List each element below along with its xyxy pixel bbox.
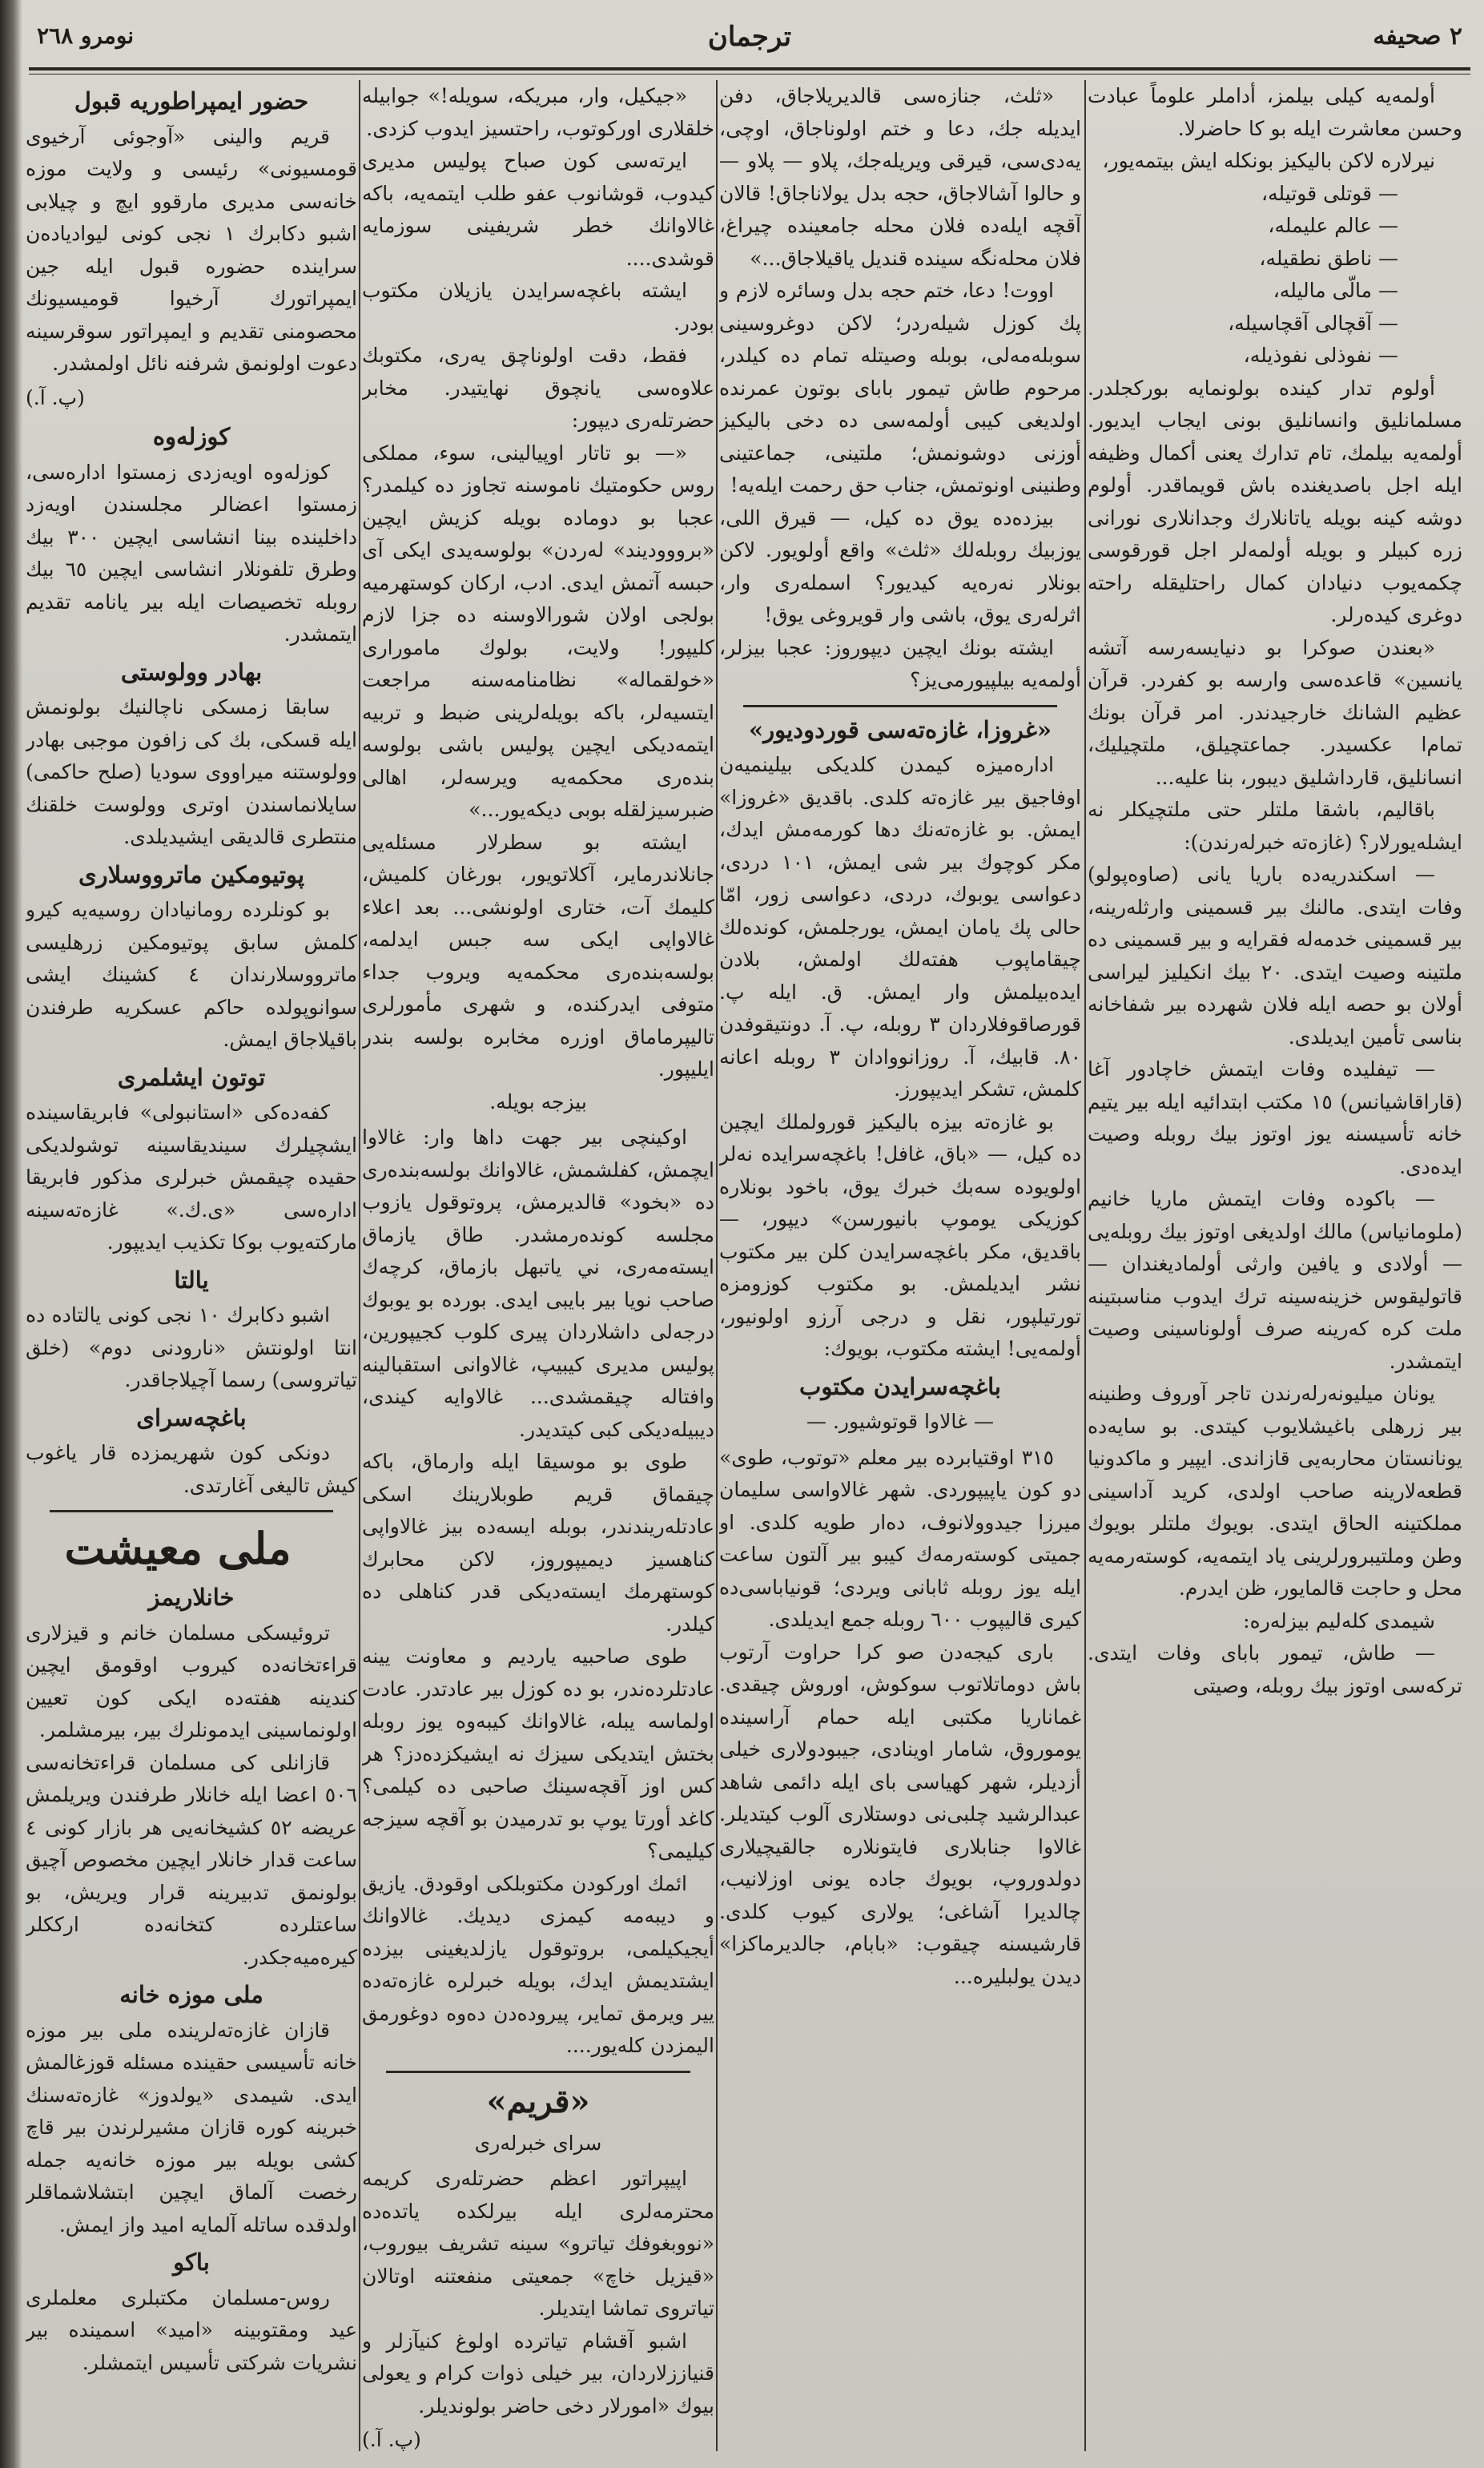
article-heading: يالتا	[174, 1266, 209, 1294]
list-item: — نفوذلی نفوذيله،	[1243, 344, 1398, 367]
column-separator	[1084, 80, 1086, 2451]
paragraph: «بعندن صوكرا بو دنيا‌يسه‌رسه آتشه يانسين» قاعده‌سی وارسه بو كفردر. قرآن عظيم الشانك خارجيدندر. امر قرآن بونك تمام‌ا عكسيدر. جماعتچيلق، ملتچيليك، انسانليق، قارداشليق ديبور، بنا عليه...	[1088, 635, 1462, 789]
section-divider	[386, 2071, 690, 2073]
column-4	[26, 80, 357, 2451]
column-2	[719, 80, 1081, 2451]
paragraph: طوی بو موسيقا ايله وارماق، باكه چيقماق قريم طوبلارينك اسكی عادتله‌ريندندر، بوبله ايسه‌ده بيز غالاواپی كناهسيز ديميپوروز، لاكن محابرك كوستهرمك ايسته‌ديكی قدر كناهلی ده كيلدر.	[362, 1450, 714, 1636]
article-heading: باغچه‌سرای	[136, 1403, 247, 1431]
paragraph: كوزله‌وه اويه‌زدی زمستوا اداره‌سی، زمستوا اعضالر مجلسندن اويه‌زد داخلينده بينا انشاسی ايچين ٣٠٠ بيك وطرق تلفونلار انشاسی ايچين ٦٥ بيك روبله تخصيصات ايله بير يانامه تقديم ايتمشدر.	[26, 460, 357, 646]
article-heading: حضور ايمپراطوريه قبول	[74, 87, 309, 115]
article-heading: خانلاريمز	[148, 1584, 235, 1611]
newspaper-title: ترجمان	[707, 21, 792, 53]
paragraph: ايشته بو سطرلار مسئله‌يی جانلاندرماير، آكلاتويور، بورغان كلميش، كليمك آت، ختاری اولونشی... بعد اعلاء غالاواپی ايكی سه جبس ايدلمه، بولسه‌بنده‌ری محكمه‌يه ويروب جداء متوفی ايدركنده، و شهری مأمورلری تاليپرماماق اوزره مخابره بولسه بندر ايليپور.	[362, 830, 714, 1081]
page-edge-shadow	[0, 0, 22, 2468]
paragraph: ايشته بونك ايچين ديپوروز: عجبا بيزلر، أولمه‌يه بيلپيورمی‌يز؟	[719, 635, 1081, 691]
article-heading: توتون ايشلمری	[117, 1063, 266, 1091]
paragraph: بو غازه‌ته بيزه باليكيز قورولملك ايچين ده كيل، — «باق، غافل! باغچه‌سرايده نه‌لر اولويوده سه‌بك خبرك يوق، باخود بونلاره كوزيكی يوموپ بانيورسن» ديپور، — باقديق، مكر باغچه‌سرايدن كلن بير مكتوب نشر ايديلمش. بو مكتوب كوزومزه تورتيلپور، نقل و درجی آرزو اولونيور، أولمه‌يی! ايشته مكتوب، بويوك:	[719, 1109, 1081, 1360]
paragraph: اشبو آقشام تياترده اولوغ كنيآزلر و قنياززلاردان، بير خيلی ذوات كرام و يعولی بيوك «امورلار دخی حاضر بولونديلر.	[362, 2329, 714, 2418]
section-heading-national-life: ملی معيشت	[64, 1523, 292, 1574]
paragraph: باقاليم، باشقا ملتلر حتی ملتچيكلر نه ايشله‌يورلار؟ (غازه‌ته خبرله‌رندن):	[1088, 798, 1462, 854]
column-3	[362, 80, 714, 2451]
header-rule	[29, 67, 1470, 70]
section-divider	[50, 1510, 333, 1512]
paragraph: قريم والينی «آوجوئی آرخيوی قومسيونی» رئيسی و ولايت موزه خانه‌سی مديری مارقوو ايچ و چيلابی اشبو دكابرك ١ نجی كونی ليوادياده‌ن سراينده حضوره قبول ايله جين ايمپراتورك آرخيوا قوميسيونك محصومنی تقديم و ايمپراتور سوقرسينه دعوت اولونمق شرفنه نائل اولمشدر.	[26, 124, 357, 375]
paragraph: — طاش، تيمور بابای وفات ايتدی. تركه‌سی اوتوز بيك روبله، وصيتی	[1088, 1641, 1462, 1697]
paragraph: كفه‌ده‌كی «استانبولی» فابريقاسينده ايشچيلرك سينديقاسينه توشولديكی حقيده چيقمش خبرلری مذكور فابريقا اداره‌سی «ى.ك.» غازه‌ته‌سينه ماركته‌يوب بوكا تكذيب ايديپور.	[26, 1101, 357, 1254]
signature: (پ. آ.)	[362, 2428, 421, 2451]
section-heading-crimea: «قريم»	[486, 2082, 590, 2120]
paragraph: نيرلاره لاكن باليكيز بونكله ايش بيتمه‌يور،	[1102, 149, 1435, 172]
paragraph: ايشته باغچه‌سرايدن يازيلان مكتوب بودر.	[362, 279, 714, 335]
paragraph: ائمك اوركودن مكتوبلكی اوقودق. يازيق و ديبه‌مه كيمزی ديديك. غالاوانك أيجيكيلمی، بروتوقول يازلديغينی بيزده ايشتديمش ايدك، بويله خبرلره غازه‌ته‌ده يير ويرمق تماير، پيروده‌دن ده‌وه دوغورمق اليمزدن كله‌يور....	[362, 1871, 714, 2057]
column-separator	[716, 80, 718, 2451]
issue-number: نومرو ٢٦٨	[37, 22, 135, 49]
column-1	[1088, 80, 1462, 2451]
paragraph: دونكی كون شهريمزده قار ياغوب كيش تاليغی آغارتدی.	[26, 1441, 357, 1497]
column-separator	[359, 80, 360, 2451]
paragraph: اووت! دعا، ختم حجه بدل وسائره لازم و پك كوزل شيله‌ردر؛ لاكن دوغروسينی سوبله‌مه‌لی، بوبله وصيتله تمام ده كيلدر، مرحوم طاش تيمور بابای بوتون عمرنده اولديغی كيبی أولمه‌سی ده دخی باليكيز أوزنی دوشونمش؛ ملتينی، جماعتينی وطنينی اونوتمش، جناب حق رحمت ايله‌يه!	[719, 279, 1081, 497]
paragraph: أولمه‌يه كيلی بيلمز، أداملر علوماً عبادت وحسن معاشرت ايله بو كا حاضرلا.	[1088, 84, 1462, 140]
paragraph: بو كونلرده رومانيادان روسيه‌يه كيرو كلمش سابق پوتيومكين زرهليسی ماترووسلارندان ٤ كشينك ايشی سوانوپولده حاكم عسكريه طرفندن باقيلاجاق ايمش.	[26, 898, 357, 1051]
article-subheading: سرای خبرله‌ری	[474, 2131, 602, 2155]
article-heading: باغچه‌سرايدن مكتوب	[799, 1372, 1001, 1400]
article-heading: پوتيومكين ماترووسلارى	[78, 860, 305, 888]
paragraph: قازانلی كی مسلمان قراءتخانه‌سی ٥٠٦ اعضا ايله خانلار طرفندن ويريلمش عريضه ٥٢ كشيخانه‌يی هر بازار كونی ٤ ساعت قدار خانلار ايچين مخصوص آچيق بولونمق تدبيرينه قرار ويريش، بو ساعتلرده كتخانه‌ده ارككلر كيره‌ميه‌جكدر.	[26, 1750, 357, 1969]
paragraph: فقط، دقت اولوناچق يه‌ری، مكتوبك علاوه‌سی يانچوق نهايتيدر. مخابر حضرتله‌ری ديپور:	[362, 344, 714, 432]
paragraph: اپيپراتور اعظم حضرتله‌ری كريمه محترمه‌لری ايله بيرلكده ياتده‌ده «نووبغوفك تياترو» سينه تشريف بيوروب، «قيزيل خاچ» جمعيتی منفعتنه اوتالان تياتروی تماشا ايتديلر.	[362, 2167, 714, 2320]
paragraph: أولوم تدار كينده بولونمايه بوركجلدر. مسلمانليق وانسانليق بونی ايجاب ايديور. أولمه‌يه بيلمك، تام تدارك يعنی أكمال وظيفه ايله اجل باصديغنده باش قويماقدر. أولوم دوشه كينه بويله ياتانلارك وجدانلاری نورانی زره كبيلر و بويله أولمه‌لر اجل قورقوسی چكمه‌يوب دنيادان كمال راحتليقله راحته دوغری كيده‌رلر.	[1088, 376, 1462, 626]
list-item: — آقچالی آقچاسيله،	[1228, 311, 1398, 335]
article-heading: «غروزا، غازه‌ته‌سی قوردوديور»	[748, 715, 1052, 743]
paragraph: «— بو تاتار اوپيالينی، سوء، مملكی روس حكومتيك ناموسنه تجاوز ده كيلمدر؟ عجبا بو دوماده بويله كزيش ايچين «بروووديند» له‌ردن» بولوسه‌يدی ايكی آی حبسه آتمش ايدی. ادب، اركان كوستهرميه بولجی اولان شورالاوسنه ده جزا لازم كليپور! ولايت، بولوك ماموراری «خولقماله» نظامنامه‌سنه مراجعت ايتسيه‌لر، باكه بويله‌لرينی ضبط و تربيه ايتمه‌ديكی ايچين پوليس باشی بولوسه بنده‌ری محكمه‌يه ويرسه‌لر، اهالی ضبرسيزلقله بوبی ديكه‌يور...»	[362, 441, 714, 821]
paragraph: طوی صاحبيه يارديم و معاونت يينه عادتلرده‌ندر، بو ده كوزل بير عادتدر. عادت اولماسه يبله، غالاوانك كيبه‌وه يوز روبله بختش ايتديكی سيزك نه ايشيكزده‌دز؟ هر كس اوز آقچه‌سينك صاحبی ده كيلمی؟ كاغد أورتا يوپ بو تدرميدن بو آقچه سيزجه كيليمی؟	[362, 1645, 714, 1862]
paragraph: بيزجه بويله.	[489, 1089, 587, 1113]
paragraph: تروئيسكی مسلمان خانم و قيزلاری قراءتخانه‌ده كيروب اوقومق ايچين كندينه هفته‌ده ايكی كون تعيين اولونماسينی ايدمونلرك بير، بيرمشلمر.	[26, 1621, 357, 1741]
paragraph: اوكينچی بير جهت داها وار: غالاوا ايچمش، كفلشمش، غالاوانك بولسه‌بنده‌ری ده «بخود» قالديرمش، پروتوقول يازوب مجلسه كونده‌رمشدر. طاق يازماق ايسته‌مه‌ری، ني ياتبهل بازماق، كرچه‌ك صاحب نويا بير بايبی ايدی. بورده بو يوبوك درجه‌لی داشلاردان پيری كلوب كجيپورين، پوليس مديری كيبيپ، غالاوانی استقبالينه وافتاله چيقمشدی... غالاوايه كيندی، ديبيله‌ديکی كبی كيتديدر.	[362, 1125, 714, 1441]
paragraph: — تيفليده وفات ايتمش خاچادور آغا (قاراقاشيانس) ١٥ مكتب ابتدائيه ايله بير يتيم خانه تأسيسنه يوز اوتوز بيك روبله وصيت ايده‌دی.	[1088, 1057, 1462, 1178]
paragraph: سابقا زمسكی ناچالنيك بولونمش ايله قسكی، بك كی زافون موجبی بهادر وولوستنه ميراووی سوديا (صلح حاكمی) سايلانماسندن اوتری وولوست خلقنك منتطری قالديقی ايشيديلدی.	[26, 695, 357, 848]
article-heading: بهادر وولوستی	[120, 658, 263, 686]
article-subheading: — غالاوا قوتوشيور. —	[806, 1410, 994, 1433]
paragraph: — اسكندريه‌ده باريا يانی (صاوه‌پولو) وفات ايتدی. مالنك بير قسمينی وارثله‌رينه، بير قسمينی خدمه‌له فقرايه و بير قسمينی ده ملتينه وصيت ايتدی. ٢٠ بيك انكيليز ليراسی أولان بو حصه ايله فلان شهرده بير شفاخانه بناسی تأمين ايديلدی.	[1088, 863, 1462, 1049]
paragraph: شيمدی كله‌ليم بيزله‌ره:	[1243, 1608, 1435, 1633]
paragraph: «ثلث، جنازه‌سی قالديريلاجاق، دفن ايديله جك، دعا و ختم اولوناجاق، اوچی، يه‌دی‌سی، قيرقی ويريله‌جك، پلاو — پلاو — و حالوا آشالاجاق، حجه بدل يولاناجاق! قالان آقچه ايله‌ده فلان محله جامعينده چيراغ، فلان محله‌نگه سينده قنديل ياقيلاجاق...»	[719, 84, 1081, 270]
paragraph: — باكوده وفات ايتمش ماريا خانيم (ملومانياس) مالك اولديغی اوتوز بيك روبله‌يی — أولادی و يافين وارثی أولماديغندان — قاتوليقوس خزينه‌سينه ترك ايدوب مناسبتينه ملت كره كه‌رينه صرف أولوناسينی وصيت ايتمشدر.	[1088, 1187, 1462, 1373]
list-item: — قوتلی قوتيله،	[1261, 181, 1398, 205]
paragraph: بيزده‌ده يوق ده كيل، — قيرق اللی، يوزبيك روبله‌لك «ثلث» واقع أولويور. لاكن بونلار نه‌ره‌يه كيديور؟ اسمله‌ری وار، اثرله‌ری يوق، باشی وار قويروغی يوق!	[719, 505, 1081, 626]
paragraph: ايرته‌سی كون صباح پوليس مديری كيدوب، قوشانوب عفو طلب ايتمه‌يه، باكه غالاوانك خطر شريفينی سوزمايه قوشدی....	[362, 149, 714, 270]
paragraph: يونان ميليونه‌رله‌رندن تاجر آوروف وطنينه بير زرهلی باغيشلايوب كيتدی. بو سايه‌ده يونانستان محاربه‌يی قازاندی. ايپير و ماكدونيا قطعه‌لارينه صاحب اولدی، كريد آداسينی مملكتينه الحاق ايتدی. بويوك ملتلر بويوك وطن وملتيبرورلرينی ياد ايتمه‌يه، كوسته‌رمه‌يه محل و حاجت قالمايور، ظن ايدرم.	[1088, 1382, 1462, 1600]
paragraph: روس-مسلمان مكتبلری معلملری عيد ومقتوبينه «اميد» اسمينده بير نشريات شركتی تأسيس ايتمشلر.	[26, 2285, 357, 2374]
paragraph: «جيكيل، وار، مبريكه، سويله!» جوابيله خلقلاری اوركوتوب، راحتسيز ايدوب كزدی.	[362, 84, 714, 140]
paragraph: باری كيجه‌دن صو كرا حراوت آرتوب باش دوماتلاتوب سوكوش، اوروش چيقدی. غماناريا مكتبی ايله حمام آراسينده يوموروق، شامار اوينادی، جيبودولارى خيلی أزديلر، شهر كهياسی بای ايله دائمی شاهد عبدالرشيد چلبی‌نی دوستلاری آلوب كيتديلر. غالاوا جنابلاری فايتونلاره جالقيچيلاری دولدوروپ، بويوك جاده يونی اوزلانيب، چالديرا آشاغی؛ يولاری كيوب كلدی. قارشيسنه چيقوب: «بابام، جالديرماكزا» ديدن يولبليره...	[719, 1640, 1081, 1988]
article-heading: كوزله‌وه	[152, 423, 231, 450]
article-heading: ملی موزه خانه	[119, 1981, 263, 2008]
list-item: — مالّی ماليله،	[1273, 279, 1398, 302]
list-item: — ناطق نطقيله،	[1259, 246, 1398, 270]
masthead	[29, 16, 1470, 64]
list-item: — عالم عليمله،	[1268, 214, 1398, 237]
section-divider	[743, 705, 1057, 707]
paragraph: اشبو دكابرك ١٠ نجی كونی يالتاده ده انتا اولونتش «نارودنی دوم» (خلق تياتروسی) رسما آچيلاجاقدر.	[26, 1303, 357, 1391]
paragraph: اداره‌ميزه كيمدن كلديكی بيلينميه‌ن اوفاجيق بير غازه‌ته كلدی. باقديق «غروزا» ايمش. بو غازه‌ته‌نك دها كورمه‌مش ايدك، مكر كوچوك بير شی ايمش، ١٠١ دردی، دعواسی يوبوك، دردی، دعواسی زور، امّا حالی پك يامان ايمش، يورجلمش، كونده‌لك چيقاماپوب هفته‌لك اولمش، بلادن ايده‌بيلمش وار ايمش. ق. ايله پ. قورصاقوفلاردان ٣ روبله، پ. آ. دونتيقوفدن ٨٠. قابيك، آ. روزانووادان ٣ روبله اعانه كلمش، تشكر ايديپورز.	[719, 753, 1081, 1101]
page-number: ٢ صحيفه	[1373, 22, 1462, 50]
article-heading: باكو	[173, 2249, 210, 2276]
paragraph: ٣١٥ اوقتيابرده بير معلم «توتوب، طوی» دو كون ياپيپوردی. شهر غالاواسی سليمان ميرزا جيدوولانوف، ده‌ار طويه كلدی. او جميتی كوسته‌رمه‌ك كيبو بير آلتون ساعت ايله يوز روبله ثابانی ويردی؛ قونياباسی‌ده كيری قاليپوب ٦٠٠ روبله جمع ايديلدی.	[719, 1445, 1081, 1631]
signature: (پ. آ.)	[26, 385, 85, 409]
paragraph: قازان غازه‌ته‌لرينده ملی بير موزه خانه تأسيسی حقينده مسئله قوزغالمش ايدی. شيمدی «يولدوز» غازه‌ته‌سنك خبرينه كوره قازان مشيرلرندن بير قاچ كشی بويله بير موزه خانه‌يه جمله رخصت آلماق ايچين ابتشلاشماقلر اولدقده ساتله آلمايه اميد واز ايمش.	[26, 2018, 357, 2236]
